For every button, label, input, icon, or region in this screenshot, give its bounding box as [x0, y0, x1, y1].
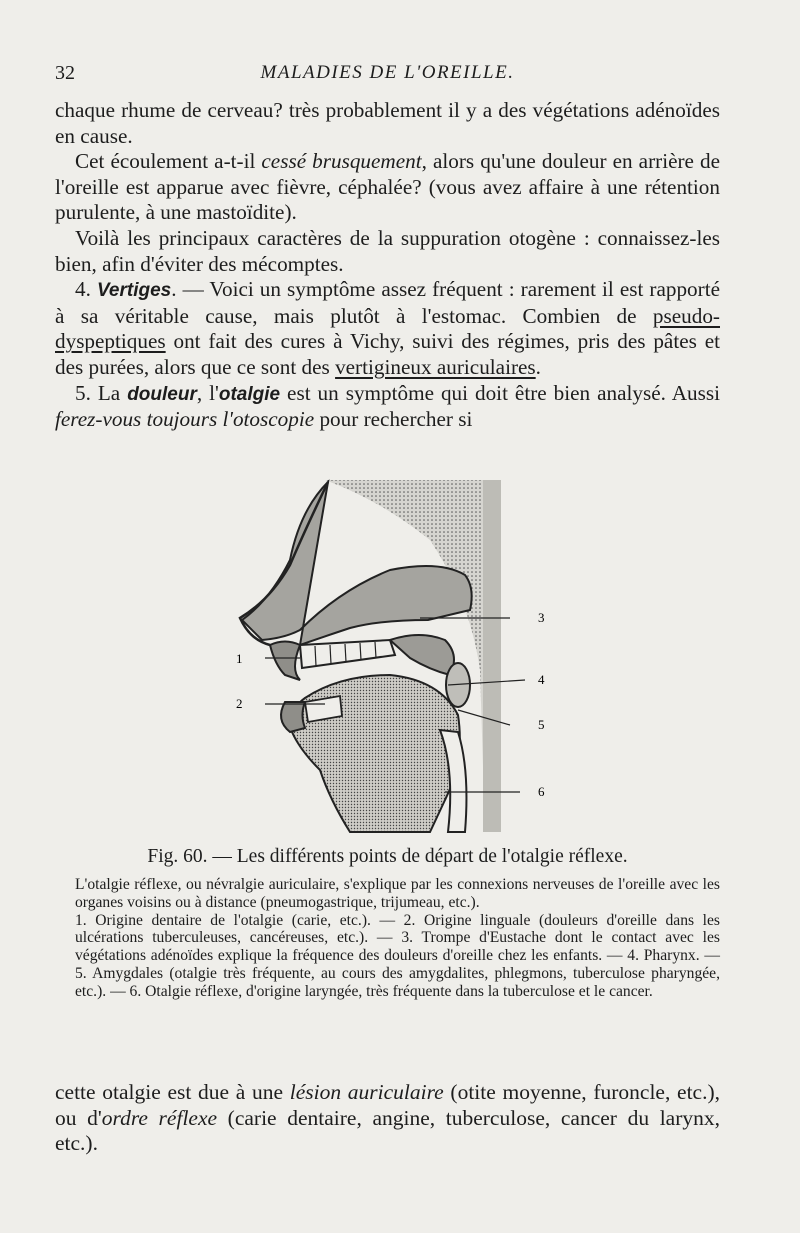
paragraph-5-emphasis: ferez-vous toujours l'otoscopie: [55, 407, 315, 432]
paragraph-3: [55, 226, 720, 277]
upper-teeth: [300, 640, 395, 668]
paragraph-2-text-a: Cet écoulement a-t-il: [75, 149, 262, 174]
paragraph-5: [55, 381, 720, 433]
figure-label-5: 5: [538, 717, 545, 732]
paragraph-2-emphasis: cessé brusquement: [261, 149, 422, 174]
paragraph-5-text-d: pour rechercher si: [314, 407, 473, 432]
paragraph-6-text-b: (otite moyenne, furoncle, etc.), ou d': [55, 1080, 720, 1130]
paragraph-3-text: Voilà les principaux caractères de la suppuration otogène : connaissez-les bien, afin d'éviter des mécomptes.: [55, 225, 720, 276]
running-title: MALADIES DE L'OREILLE.: [260, 62, 515, 83]
keyword-otalgie: otalgie: [218, 383, 281, 405]
paragraph-5-text-c: est un symptôme qui doit être bien analysé. Aussi: [280, 380, 720, 405]
underlined-term-2: vertigineux auriculaires: [335, 354, 536, 379]
figure-label-2: 2: [236, 696, 243, 711]
note-1: L'otalgie réflexe, ou névralgie auriculaire, s'explique par les connexions nerveuses de l'oreille avec les organes voisins ou à distance (pneumogastrique, trijumeau, etc.).: [75, 876, 720, 911]
continuation-text: [55, 1080, 720, 1157]
page-header: [55, 62, 720, 88]
vertebral-column: [483, 480, 501, 832]
paragraph-1-text: chaque rhume de cerveau? très probablement il y a des végétations adénoïdes en cause.: [55, 98, 720, 148]
paragraph-6-text-a: cette otalgie est due à une: [55, 1080, 290, 1104]
paragraph-4-text-a: . — Voici un symptôme assez fréquent : rarement il est rapporté à sa véritable cause, mais plutôt à l'estomac. Combien de: [55, 277, 720, 328]
paragraph-6-emphasis-2: ordre réflexe: [101, 1105, 218, 1130]
figure-label-4: 4: [538, 672, 545, 687]
section-title-vertiges: Vertiges: [96, 280, 172, 302]
anatomy-figure: [230, 470, 560, 840]
palate: [390, 635, 454, 675]
figure-notes: [75, 876, 720, 1001]
upper-lip: [270, 642, 300, 681]
paragraph-6-text-c: (carie dentaire, angine, tuberculose, cancer du larynx, etc.).: [55, 1105, 720, 1155]
paragraph-4: [55, 277, 720, 380]
paragraph-2-text-b: , alors qu'une douleur en arrière de l'oreille est apparue avec fièvre, céphalée? (vous avez affaire à une rétention purulente, à une mastoïdite).: [55, 149, 720, 225]
paragraph-6-emphasis-1: lésion auriculaire: [289, 1080, 444, 1104]
figure-label-3: 3: [538, 610, 545, 625]
figure-label-1: 1: [236, 651, 243, 666]
paragraph-4-text-b: ont fait des cures à Vichy, suivi des régimes, pris des pâtes et des purées, alors que ce sont des: [55, 329, 720, 379]
keyword-douleur: douleur: [127, 383, 197, 405]
figure-label-6: 6: [538, 784, 545, 799]
lower-lip: [281, 702, 305, 732]
paragraph-4-text-c: .: [535, 354, 541, 379]
paragraph-2: [55, 149, 720, 226]
paragraph-6: [55, 1080, 720, 1157]
tongue: [291, 675, 460, 832]
note-2: 1. Origine dentaire de l'otalgie (carie, etc.). — 2. Origine linguale (douleurs d'oreille dans les ulcérations tuberculeuses, cancéreuses, etc.). — 3. Trompe d'Eustache dont le contact avec les végétations adénoïdes explique la fréquence des douleurs d'oreille chez les enfants. — 4. Pharynx. — 5. Amygdales (otalgie très fréquente, au cours des amygdalites, phlegmons, tuberculose pharyngée, etc.). — 6. Otalgie réflexe, d'origine laryngée, très fréquente dans la tuberculose et le cancer.: [75, 911, 720, 1000]
underlined-term-1: pseudo-dyspeptiques: [55, 303, 720, 354]
paragraph-5-text-a: 5. La: [75, 380, 128, 405]
figure-caption: Fig. 60. — Les différents points de départ de l'otalgie réflexe.: [147, 846, 628, 867]
paragraph-1: [55, 98, 720, 149]
body-text: [55, 98, 720, 433]
page-number: 32: [55, 62, 75, 84]
section-number-4: 4.: [75, 277, 97, 302]
paragraph-5-text-b: , l': [196, 380, 219, 405]
